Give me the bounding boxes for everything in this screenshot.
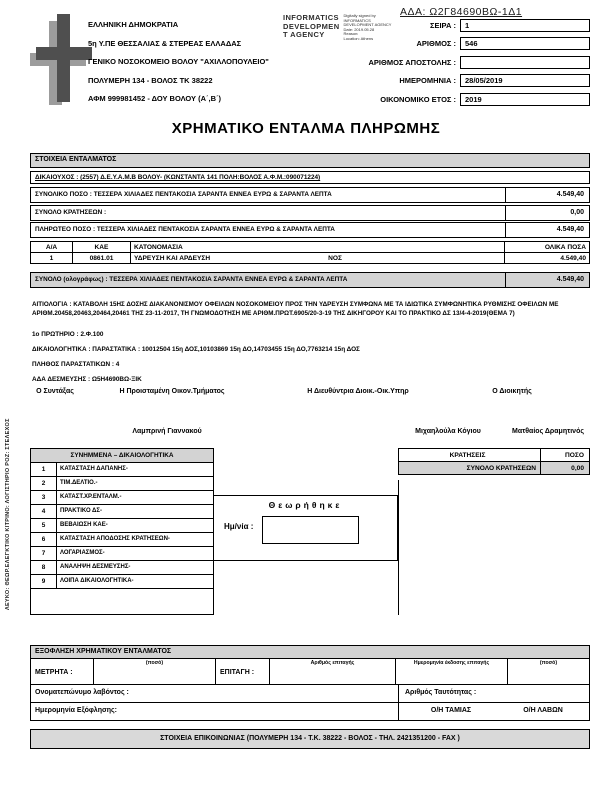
ada-number: ΑΔΑ: Ω2Γ84690ΒΩ-1Δ1 (400, 6, 523, 18)
attachment-label: ΚΑΤΑΣΤΑΣΗ ΔΑΠΑΝΗΣ- (60, 466, 128, 472)
cash-label: ΜΕΤΡΗΤΑ : (35, 669, 73, 676)
header-fields (300, 18, 590, 111)
cheque-number-caption: Αριθμός επιταγής (310, 660, 355, 666)
protirio-line: 1ο ΠΡΩΤΗΡΙΟ : 2.Φ.100 (32, 331, 104, 338)
amount-row-label: ΠΛΗΡΩΤΕΟ ΠΟΣΟ : ΤΕΣΣΕΡΑ ΧΙΛΙΑΔΕΣ ΠΕΝΤΑΚΟΣΙΑ ΣΑΡΑΝΤΑ ΕΝΝΕΑ ΕΥΡΩ & ΣΑΡΑΝΤΑ ΛΕΠΤΑ (35, 226, 335, 233)
col-header-name: ΚΑΤΟΝΟΜΑΣΙΑ (131, 242, 505, 252)
attachment-label: ΒΕΒΑΙΩΣΗ ΚΑΕ- (60, 522, 108, 528)
field-label: ΑΡΙΘΜΟΣ : (416, 39, 456, 48)
field-label: ΗΜΕΡΟΜΗΝΙΑ : (399, 76, 456, 85)
attachment-row (31, 491, 213, 505)
attachment-row (31, 463, 213, 477)
cheque-date-cell (395, 659, 507, 684)
justification-text: ΑΙΤΙΟΛΟΓΙΑ : ΚΑΤΑΒΟΛΗ 15ΗΣ ΔΟΣΗΣ ΔΙΑΚΑΝΟΝΙΣΜΟΥ ΟΦΕΙΛΩΝ ΝΟΣΟΚΟΜΕΙΟΥ ΠΡΟΣ ΤΗΝ ΥΔΡΕΥΣΗ ΣΥΜΦΩΝΑ ΜΕ ΤΑ ΙΔΙΩΤΙΚΑ ΣΥΜΦΩΝΗΤΙΚΑ ΡΥΘΜΙΣΗΣ ΟΦΕΙΛΩΝ ΜΕ ΑΡΙΘΜ.20458,20463,20464,20461 ΤΗΣ 23-11-2017, ΤΗ ΓΝΩΜΟΔΟΤΗΣΗ ΜΕ ΑΡΙΘΜ.ΠΡΩΤ.6905/20-3-19 ΤΗΣ ΔΙΚΗΓΟΡΟΥ ΚΑΙ ΤΟ ΠΡΑΚΤΙΚΟ ΔΣ 13/4-4-2019(ΘΕΜΑ 7) (32, 301, 559, 317)
page-title: ΧΡΗΜΑΤΙΚΟ ΕΝΤΑΛΜΑ ΠΛΗΡΩΜΗΣ (171, 120, 441, 137)
divider (398, 480, 399, 615)
attachment-number: 9 (31, 575, 57, 588)
attachment-number: 8 (31, 561, 57, 574)
cell-aa: 1 (31, 253, 73, 263)
deductions-total-label: ΣΥΝΟΛΟ ΚΡΑΤΗΣΕΩΝ (399, 462, 541, 474)
amount-row-label: ΣΥΝΟΛΟ ΚΡΑΤΗΣΕΩΝ : (35, 209, 107, 216)
signature-title-syntaxas: Ο Συντάξας (36, 388, 74, 395)
documents-count-line: ΠΛΗΘΟΣ ΠΑΡΑΣΤΑΤΙΚΩΝ : 4 (32, 361, 120, 368)
approval-date-box (262, 516, 359, 544)
table-row (30, 253, 590, 264)
stamp-detail-line: Location: Athens (343, 35, 374, 41)
amount-row-value: 4.549,40 (505, 223, 589, 237)
stamp-detail-line: INFORMATICS (343, 17, 371, 23)
receiver-label: Ο/Η ΛΑΒΩΝ (523, 707, 563, 714)
stamp-agency-line: T AGENCY (283, 30, 325, 39)
deductions-header-label: ΚΡΑΤΗΣΕΙΣ (399, 449, 541, 461)
ada-commitment-line: ΑΔΑ ΔΕΣΜΕΥΣΗΣ : Ω5Η4690ΒΩ-ΞΙΚ (32, 376, 142, 383)
items-total-amount: 4.549,40 (505, 273, 589, 287)
stamp-detail-line: DEVELOPMENT AGENCY (343, 22, 392, 28)
hospital-cross-logo (30, 14, 94, 108)
field-arithmos (300, 37, 590, 51)
deductions-total-row (30, 205, 590, 221)
attachment-label: ΛΟΓΑΡΙΑΣΜΟΣ- (60, 550, 105, 556)
attachment-label: ΠΡΑΚΤΙΚΟ ΔΣ- (60, 508, 102, 514)
attachment-row (31, 519, 213, 533)
deductions-table (398, 448, 590, 475)
field-value-box: 1 (460, 19, 590, 32)
amount-row-value: 4.549,40 (505, 188, 589, 202)
cheque-label-cell (215, 659, 269, 684)
contact-footer: ΣΤΟΙΧΕΙΑ ΕΠΙΚΟΙΝΩΝΙΑΣ (ΠΟΛΥΜΕΡΗ 134 - Τ.Κ. 38222 - ΒΟΛΟΣ - ΤΗΛ. 2421351200 - FAX ) (30, 729, 590, 749)
signature-name-3: Ματθαίος Δραμητινός (512, 428, 584, 435)
documents-line: ΔΙΚΑΙΟΛΟΓΗΤΙΚΑ : ΠΑΡΑΣΤΑΤΙΚΑ : 10012504 15η ΔΟΣ,10103869 15η ΔΟ,14703455 15η ΔΟ,7763214 15η ΔΟΣ (32, 346, 360, 353)
attachment-row (31, 547, 213, 561)
signature-name-1: Λαμπρινή Γιαννακού (132, 428, 202, 435)
attachment-number: 3 (31, 491, 57, 504)
field-value-box: 2019 (460, 93, 590, 106)
attachment-row (31, 561, 213, 575)
field-label: ΑΡΙΘΜΟΣ ΑΠΟΣΤΟΛΗΣ : (368, 57, 456, 67)
stamp-detail-line: Digitally signed by (343, 13, 376, 18)
payee-label: Ονοματεπώνυμο λαβόντος : (31, 685, 399, 702)
cell-kae: 0861.01 (73, 253, 131, 263)
payment-row-3 (30, 703, 590, 721)
items-table-header (30, 241, 590, 253)
pay-date-label: Ημερομηνία Εξόφλησης: (31, 703, 399, 720)
section-header-stoixeia: ΣΤΟΙΧΕΙΑ ΕΝΤΑΛΜΑΤΟΣ (30, 153, 590, 168)
attachment-label: ΚΑΤΑΣΤ.ΧΡ.ΕΝΤΑΛΜ.- (60, 494, 122, 500)
approval-stamp-text: Θεωρήθηκε (268, 500, 343, 510)
cheque-amount-caption: (ποσό) (539, 660, 558, 666)
org-line-hospital: ΓΕΝΙΚΟ ΝΟΣΟΚΟΜΕΙΟ ΒΟΛΟΥ "ΑΧΙΛΛΟΠΟΥΛΕΙΟ" (88, 57, 269, 66)
cell-name (131, 253, 505, 263)
id-label: Αριθμός Ταυτότητας : (405, 689, 477, 696)
attachments-table (30, 448, 214, 615)
field-seira (300, 18, 590, 32)
attachment-row (31, 505, 213, 519)
org-line-ype: 5η Υ.ΠΕ ΘΕΣΣΑΛΙΑΣ & ΣΤΕΡΕΑΣ ΕΛΛΑΔΑΣ (88, 38, 242, 48)
items-total-row (30, 272, 590, 288)
org-line-afm: ΑΦΜ 999981452 - ΔΟΥ ΒΟΛΟΥ (Α΄,Β΄) (88, 94, 221, 103)
stamp-detail-line: Date: 2019.05.28 (343, 26, 375, 32)
org-line-address: ΠΟΛΥΜΕΡΗ 134 - ΒΟΛΟΣ ΤΚ 38222 (88, 75, 213, 85)
items-table (30, 241, 590, 264)
cross-icon (36, 47, 92, 60)
cell-name-extra: ΝΟΣ (328, 255, 343, 262)
attachment-number: 7 (31, 547, 57, 560)
field-oikonomiko-etos (300, 92, 590, 106)
cash-amount-cell (93, 659, 215, 684)
amount-row-label: ΣΥΝΟΛΙΚΟ ΠΟΣΟ : ΤΕΣΣΕΡΑ ΧΙΛΙΑΔΕΣ ΠΕΝΤΑΚΟΣΙΑ ΣΑΡΑΝΤΑ ΕΝΝΕΑ ΕΥΡΩ & ΣΑΡΑΝΤΑ ΛΕΠΤΑ (35, 191, 332, 198)
field-value-box: 28/05/2019 (460, 74, 590, 87)
beneficiary-row: ΔΙΚΑΙΟΥΧΟΣ : (2557) Δ.Ε.Υ.Α.Μ.Β ΒΟΛΟΥ- (ΚΩΝΣΤΑΝΤΑ 141 ΠΟΛΗ:ΒΟΛΟΣ Α.Φ.Μ.:090071224) (30, 171, 590, 184)
col-header-amount: ΟΛΙΚΑ ΠΟΣΑ (544, 244, 586, 251)
field-value-box: 546 (460, 37, 590, 50)
amount-row-value: 0,00 (505, 206, 589, 220)
deductions-header-row (399, 449, 589, 461)
attachment-row (31, 533, 213, 547)
payment-row-1 (30, 659, 590, 685)
col-header-aa: Α/Α (31, 242, 73, 252)
attachment-number: 4 (31, 505, 57, 518)
attachment-number: 2 (31, 477, 57, 490)
org-line-republic: ΕΛΛΗΝΙΚΗ ΔΗΜΟΚΡΑΤΙΑ (88, 20, 179, 29)
field-imerominia (300, 74, 590, 88)
payment-section-header: ΕΞΟΦΛΗΣΗ ΧΡΗΜΑΤΙΚΟΥ ΕΝΤΑΛΜΑΤΟΣ (30, 645, 590, 659)
cell-name-text: ΥΔΡΕΥΣΗ ΚΑΙ ΑΡΔΕΥΣΗ (134, 255, 211, 262)
deductions-header-amount: ΠΟΣΟ (565, 452, 584, 459)
stamp-detail-line: Reason: (343, 31, 359, 37)
signature-title-proistameni: Η Προισταμένη Οικον.Τμήματος (119, 388, 225, 395)
deductions-total-row (399, 461, 589, 474)
cheque-label: ΕΠΙΤΑΓΗ : (220, 669, 255, 676)
payable-amount-row (30, 222, 590, 238)
copy-distribution-note: ΛΕΥΚΟ: ΘΕΩΡ.ΕΛΕΓΚΤΙΚΟ ΚΙΤΡΙΝΟ: ΛΟΓΙΣΤΗΡΙΟ ΡΟΖ: ΣΤΕΛΕΧΟΣ (5, 418, 11, 610)
cheque-amount-cell (507, 659, 589, 684)
deductions-total-amount: 0,00 (571, 465, 584, 472)
field-arithmos-apostolis (300, 55, 590, 69)
col-header-kae: ΚΑΕ (73, 242, 131, 252)
signature-cells (399, 703, 589, 720)
signature-title-dioikitis: Ο Διοικητής (492, 388, 532, 395)
cell-amount: 4.549,40 (560, 255, 586, 262)
attachment-number: 1 (31, 463, 57, 476)
stamp-agency-line: INFORMATICS (283, 13, 339, 22)
total-amount-row (30, 187, 590, 203)
cashier-label: Ο/Η ΤΑΜΙΑΣ (430, 707, 472, 714)
items-total-label: ΣΥΝΟΛΟ (ολογράφως) : ΤΕΣΣΕΡΑ ΧΙΛΙΑΔΕΣ ΠΕΝΤΑΚΟΣΙΑ ΣΑΡΑΝΤΑ ΕΝΝΕΑ ΕΥΡΩ & ΣΑΡΑΝΤΑ ΛΕΠΤΑ (35, 276, 348, 283)
cheque-date-caption: Ημερομηνία έκδοσης επιταγής (413, 660, 490, 666)
attachment-row (31, 477, 213, 491)
cheque-number-cell (269, 659, 395, 684)
approval-date-label: Ημ/νία : (224, 522, 254, 531)
attachment-row (31, 575, 213, 589)
field-label: ΟΙΚΟΝΟΜΙΚΟ ΕΤΟΣ : (380, 94, 456, 104)
cash-label-cell (31, 659, 93, 684)
attachment-label: ΚΑΤΑΣΤΑΣΗ ΑΠΟΔΟΣΗΣ ΚΡΑΤΗΣΕΩΝ- (60, 536, 170, 542)
field-label: ΣΕΙΡΑ : (429, 20, 456, 30)
signature-name-2: Μιχαηλούλα Κόγιου (415, 428, 481, 435)
approval-box (213, 495, 398, 561)
field-value-box (460, 56, 590, 69)
attachment-label: ΑΝΑΛΗΨΗ ΔΕΣΜΕΥΣΗΣ- (60, 564, 131, 570)
cash-amount-caption: (ποσό) (145, 660, 164, 666)
attachment-label: ΛΟΙΠΑ ΔΙΚΑΙΟΛΟΓΗΤΙΚΑ- (60, 578, 134, 584)
attachments-header: ΣΥΝΗΜΜΕΝΑ – ΔΙΚΑΙΟΛΟΓΗΤΙΚΑ (31, 449, 213, 463)
stamp-agency-line: DEVELOPMEN (283, 21, 340, 31)
attachment-number: 5 (31, 519, 57, 532)
attachment-number: 6 (31, 533, 57, 546)
signature-title-dieuthintria: Η Διευθύντρια Διοικ.-Οικ.Υπηρ (307, 388, 409, 395)
payment-row-2 (30, 685, 590, 703)
attachment-label: ΤΙΜ.ΔΕΛΤΙΟ.- (60, 480, 98, 486)
